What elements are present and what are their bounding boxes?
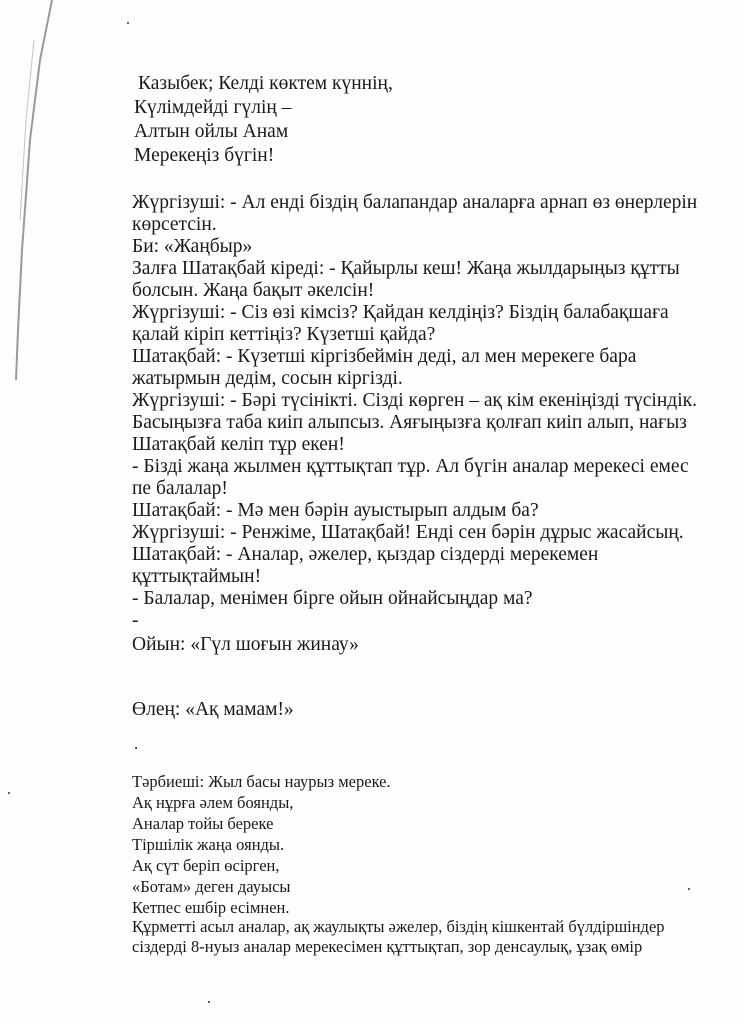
teacher-line: Тіршілік жаңа оянды. bbox=[132, 835, 285, 854]
scan-speck bbox=[688, 888, 690, 890]
script-line: Шатақбай: - Аналар, әжелер, қыздар сіздерді мерекемен bbox=[132, 544, 599, 565]
script-line: Шатақбай келіп тұр екен! bbox=[132, 434, 345, 455]
scan-speck bbox=[208, 1001, 210, 1003]
poem-line: Күлімдейді гүлің – bbox=[134, 97, 292, 118]
teacher-line: Құрметті асыл аналар, ақ жаулықты әжелер, біздің кішкентай бүлдіршіндер bbox=[132, 917, 665, 936]
script-line: Жүргізуші: - Сіз өзі кімсіз? Қайдан келдіңіз? Біздің балабақшаға bbox=[132, 302, 669, 323]
teacher-line: Аналар тойы береке bbox=[132, 814, 274, 833]
script-line: құттықтаймын! bbox=[132, 566, 262, 587]
script-line: қалай кіріп кеттіңіз? Күзетші қайда? bbox=[132, 324, 436, 345]
teacher-line: сіздерді 8-нуыз аналар мерекесімен құттықтап, зор денсаулық, ұзақ өмір bbox=[132, 937, 643, 956]
script-line: - Бізді жаңа жылмен құттықтап тұр. Ал бүгін аналар мерекесі емес bbox=[132, 456, 689, 477]
script-line: Жүргізуші: - Бәрі түсінікті. Сізді көрген – ақ кім екеніңізді түсіндік. bbox=[132, 390, 697, 411]
script-line: - Балалар, менімен бірге ойын ойнайсыңдар ма? bbox=[132, 588, 533, 609]
script-line: болсын. Жаңа бақыт әкелсін! bbox=[132, 280, 375, 301]
scan-speck bbox=[127, 22, 129, 24]
poem-line: Алтын ойлы Анам bbox=[134, 121, 289, 142]
script-line: Би: «Жаңбыр» bbox=[132, 236, 253, 257]
script-line: Шатақбай: - Мә мен бәрін ауыстырып алдым ба? bbox=[132, 500, 539, 521]
teacher-line: Ақ сүт беріп өсірген, bbox=[132, 856, 280, 875]
script-line: көрсетсін. bbox=[132, 214, 217, 235]
script-line: Ойын: «Гүл шоғын жинау» bbox=[132, 634, 359, 655]
script-line: - bbox=[132, 610, 139, 631]
script-line: Шатақбай: - Күзетші кіргізбеймін деді, ал мен мерекеге бара bbox=[132, 346, 637, 367]
teacher-line: «Ботам» деген дауысы bbox=[132, 877, 291, 896]
script-line: Жүргізуші: - Ал енді біздің балапандар аналарға арнап өз өнерлерін bbox=[132, 192, 698, 213]
script-line: Залға Шатақбай кіреді: - Қайырлы кеш! Жаңа жылдарыңыз құтты bbox=[132, 258, 680, 279]
scan-speck bbox=[8, 792, 10, 794]
teacher-line: Ақ нұрға әлем боянды, bbox=[132, 793, 294, 812]
script-line: жатырмын дедім, сосын кіргізді. bbox=[132, 368, 403, 389]
script-line: Басыңызға таба киіп алыпсыз. Аяғыңызға қолғап киіп алып, нағыз bbox=[132, 412, 687, 433]
script-line: пе балалар! bbox=[132, 478, 228, 499]
poem-line: Казыбек; Келді көктем күннің, bbox=[138, 73, 393, 94]
poem-line: Мерекеңіз бүгін! bbox=[134, 145, 275, 166]
teacher-line: Кетпес ешбір есімнен. bbox=[132, 898, 290, 917]
song-title: Өлең: «Ақ мамам!» bbox=[132, 699, 294, 720]
teacher-line: Тәрбиеші: Жыл басы наурыз мереке. bbox=[132, 772, 391, 791]
script-line: Жүргізуші: - Ренжіме, Шатақбай! Енді сен бәрін дұрыс жасайсың. bbox=[132, 522, 684, 543]
stray-mark: . bbox=[134, 734, 139, 753]
